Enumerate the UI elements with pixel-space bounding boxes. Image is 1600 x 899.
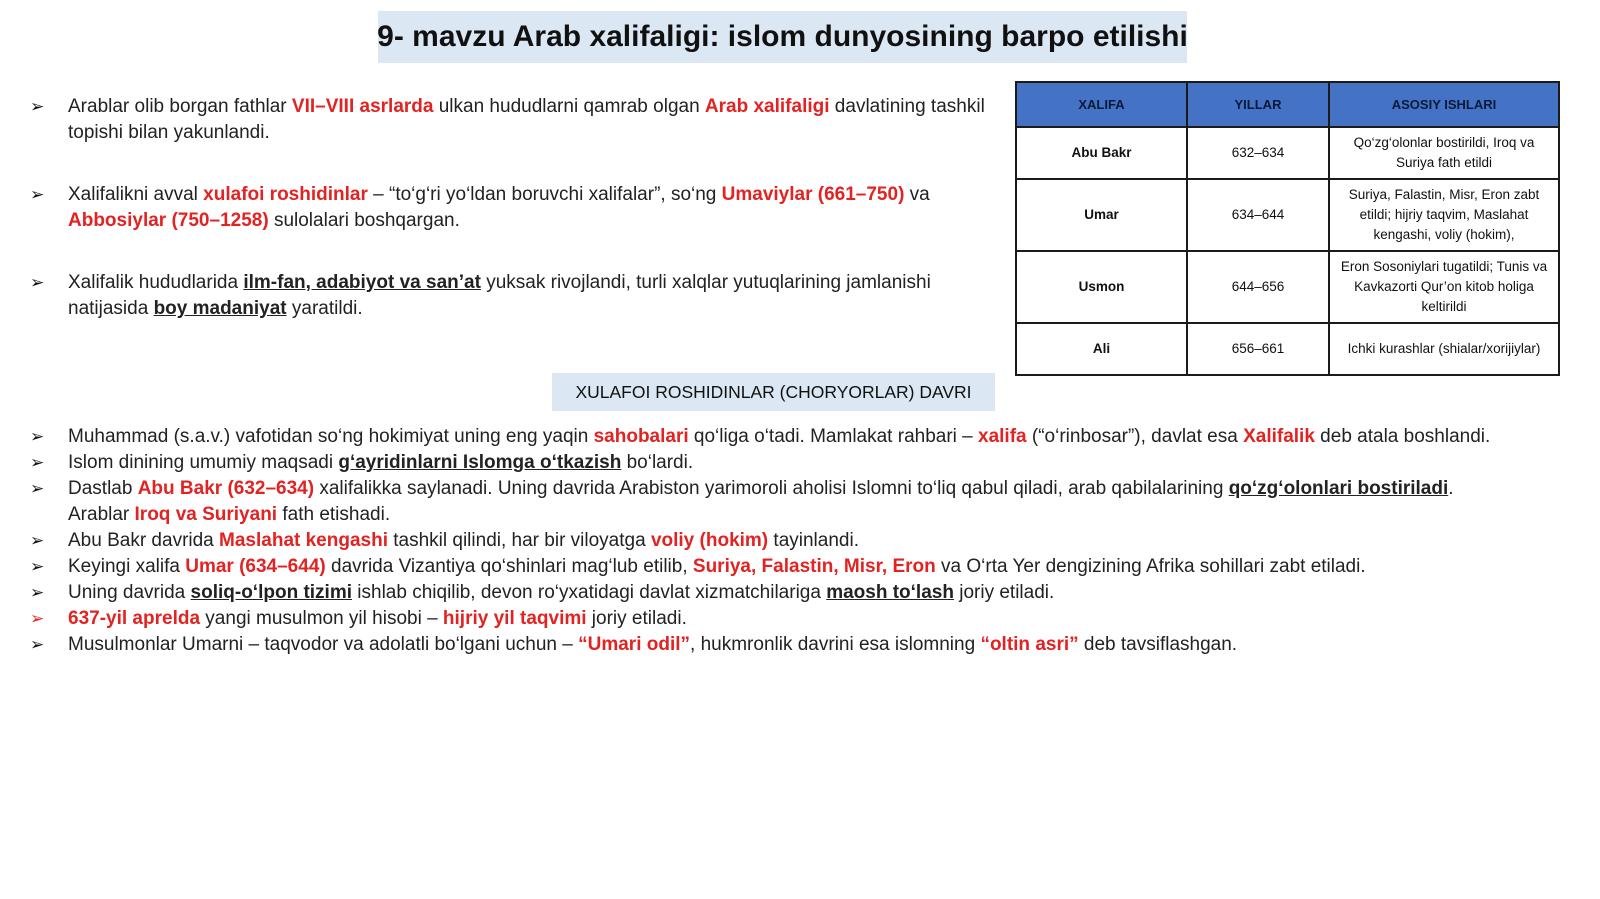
bullet-item bbox=[30, 580, 1518, 606]
highlight-text: Abbosiylar (750–1258) bbox=[68, 210, 269, 231]
highlight-text: sahobalari bbox=[593, 426, 689, 447]
column-header-yillar: YILLAR bbox=[1187, 82, 1329, 127]
bullet-item bbox=[30, 182, 988, 234]
bullet-item bbox=[30, 528, 1518, 554]
bullet-text: Islom dinining umumiy maqsadi bbox=[68, 452, 339, 473]
highlight-text: Umaviylar (661–750) bbox=[721, 184, 905, 205]
table-row bbox=[1016, 251, 1559, 323]
emphasis-text: soliq-o‘lpon tizimi bbox=[190, 582, 353, 603]
table-row bbox=[1016, 127, 1559, 179]
table-row bbox=[1016, 323, 1559, 375]
bullet-text: – “to‘g‘ri yo‘ldan boruvchi xalifalar”, so‘ng bbox=[367, 184, 722, 205]
highlight-text: Umar (634–644) bbox=[185, 556, 326, 577]
bullet-text: davrida Vizantiya qo‘shinlari mag‘lub etilib, bbox=[325, 556, 693, 577]
highlight-text: 637-yil aprelda bbox=[68, 608, 201, 629]
caliph-name: Usmon bbox=[1016, 251, 1187, 323]
bullet-text: Xalifalikni avval bbox=[68, 184, 204, 205]
bullet-item bbox=[30, 94, 988, 146]
bullet-item bbox=[30, 606, 1518, 632]
bullet-text: yaratildi. bbox=[286, 298, 363, 319]
bullet-item bbox=[30, 632, 1518, 658]
highlight-text: VII–VIII asrlarda bbox=[291, 96, 434, 117]
caliph-name: Umar bbox=[1016, 179, 1187, 251]
emphasis-text: g‘ayridinlarni Islomga o‘tkazish bbox=[338, 452, 622, 473]
emphasis-text: qo‘zg‘olonlari bostiriladi bbox=[1228, 478, 1449, 499]
bullet-text: (“o‘rinbosar”), davlat esa bbox=[1026, 426, 1244, 447]
highlight-text: Arab xalifaligi bbox=[704, 96, 830, 117]
caliph-works: Ichki kurashlar (shialar/xorijiylar) bbox=[1329, 323, 1559, 375]
bullet-text: deb atala boshlandi. bbox=[1314, 426, 1491, 447]
caliph-years: 634–644 bbox=[1187, 179, 1329, 251]
caliph-works: Qo‘zg‘olonlar bostirildi, Iroq va Suriya fath etildi bbox=[1329, 127, 1559, 179]
bullet-item bbox=[30, 450, 1518, 476]
arrow-bullet-icon: ➢ bbox=[30, 479, 45, 499]
bullet-item bbox=[30, 476, 1518, 528]
bullet-text: Musulmonlar Umarni – taqvodor va adolatli bo‘lgani uchun – bbox=[68, 634, 579, 655]
bullet-text: , hukmronlik davrini esa islomning bbox=[690, 634, 981, 655]
bullet-text: tashkil qilindi, har bir viloyatga bbox=[387, 530, 651, 551]
caliph-name: Ali bbox=[1016, 323, 1187, 375]
emphasis-text: maosh to‘lash bbox=[826, 582, 954, 603]
emphasis-text: boy madaniyat bbox=[153, 298, 287, 319]
highlight-text: voliy (hokim) bbox=[650, 530, 769, 551]
bullet-text: Muhammad (s.a.v.) vafotidan so‘ng hokimiyat uning eng yaqin bbox=[68, 426, 594, 447]
table-row bbox=[1016, 179, 1559, 251]
bullet-text: fath etishadi. bbox=[277, 504, 391, 525]
highlight-text: “oltin asri” bbox=[980, 634, 1079, 655]
arrow-bullet-icon: ➢ bbox=[30, 557, 45, 577]
highlight-text: Iroq va Suriyani bbox=[134, 504, 278, 525]
bullet-item bbox=[30, 270, 988, 322]
bullet-text: Arablar olib borgan fathlar bbox=[68, 96, 292, 117]
bullet-text: ishlab chiqilib, devon ro‘yxatidagi davlat xizmatchilariga bbox=[352, 582, 827, 603]
highlight-text: xalifa bbox=[978, 426, 1027, 447]
arrow-bullet-icon: ➢ bbox=[30, 185, 45, 205]
caliph-works: Suriya, Falastin, Misr, Eron zabt etildi; hijriy taqvim, Maslahat kengashi, voliy (hokim), bbox=[1329, 179, 1559, 251]
bullet-text: ulkan hududlarni qamrab olgan bbox=[433, 96, 705, 117]
caliph-years: 632–634 bbox=[1187, 127, 1329, 179]
caliph-works: Eron Sosoniylari tugatildi; Tunis va Kavkazorti Qur’on kitob holiga keltirildi bbox=[1329, 251, 1559, 323]
highlight-text: Suriya, Falastin, Misr, Eron bbox=[692, 556, 936, 577]
highlight-text: hijriy yil taqvimi bbox=[442, 608, 587, 629]
bullet-text: Uning davrida bbox=[68, 582, 191, 603]
bullet-text: Xalifalik hududlarida bbox=[68, 272, 244, 293]
arrow-bullet-icon: ➢ bbox=[30, 531, 45, 551]
bullet-text: joriy etiladi. bbox=[586, 608, 687, 629]
column-header-asosiy-ishlari: ASOSIY ISHLARI bbox=[1329, 82, 1559, 127]
highlight-text: Xalifalik bbox=[1243, 426, 1315, 447]
bullet-text: bo‘lardi. bbox=[621, 452, 694, 473]
bullet-text: Dastlab bbox=[68, 478, 138, 499]
bullet-text: yangi musulmon yil hisobi – bbox=[200, 608, 443, 629]
bullet-item bbox=[30, 424, 1518, 450]
arrow-bullet-icon: ➢ bbox=[30, 453, 45, 473]
bullet-text: tayinlandi. bbox=[768, 530, 859, 551]
bullet-text: deb tavsiflashgan. bbox=[1078, 634, 1238, 655]
section-subtitle: XULAFOI ROSHIDINLAR (CHORYORLAR) DAVRI bbox=[552, 373, 995, 411]
caliphs-table bbox=[1015, 81, 1560, 376]
bullet-item bbox=[30, 554, 1518, 580]
bullet-text: va bbox=[904, 184, 930, 205]
arrow-bullet-icon: ➢ bbox=[30, 273, 45, 293]
highlight-text: Abu Bakr (632–634) bbox=[137, 478, 315, 499]
bullet-text: qo‘liga o‘tadi. Mamlakat rahbari – bbox=[688, 426, 979, 447]
emphasis-text: ilm-fan, adabiyot va san’at bbox=[243, 272, 481, 293]
main-bullet-list bbox=[30, 424, 1518, 658]
bullet-text: xalifalikka saylanadi. Uning davrida Arabiston yarimoroli aholisi Islomni to‘liq qabul qiladi, arab qabilalarining bbox=[314, 478, 1229, 499]
page-title: 9- mavzu Arab xalifaligi: islom dunyosining barpo etilishi bbox=[378, 11, 1187, 63]
table-header-row bbox=[1016, 82, 1559, 127]
arrow-bullet-icon: ➢ bbox=[30, 97, 45, 117]
caliph-years: 644–656 bbox=[1187, 251, 1329, 323]
bullet-text: . Arablar bbox=[68, 478, 1454, 525]
highlight-text: “Umari odil” bbox=[578, 634, 691, 655]
bullet-text: Keyingi xalifa bbox=[68, 556, 186, 577]
bullet-text: joriy etiladi. bbox=[953, 582, 1055, 603]
highlight-text: Maslahat kengashi bbox=[219, 530, 388, 551]
caliph-name: Abu Bakr bbox=[1016, 127, 1187, 179]
arrow-bullet-icon: ➢ bbox=[30, 427, 45, 447]
caliph-years: 656–661 bbox=[1187, 323, 1329, 375]
bullet-text: va O‘rta Yer dengizining Afrika sohillari zabt etiladi. bbox=[935, 556, 1366, 577]
bullet-text: sulolalari boshqargan. bbox=[268, 210, 460, 231]
intro-bullet-list bbox=[30, 94, 988, 358]
arrow-bullet-icon: ➢ bbox=[30, 583, 45, 603]
highlight-text: xulafoi roshidinlar bbox=[203, 184, 368, 205]
bullet-text: yuksak rivojlandi, turli xalqlar yutuqlarining jamlanishi natijasida bbox=[68, 272, 931, 319]
bullet-text: davlatining tashkil topishi bilan yakunlandi. bbox=[68, 96, 985, 143]
column-header-xalifa: XALIFA bbox=[1016, 82, 1187, 127]
bullet-text: Abu Bakr davrida bbox=[68, 530, 220, 551]
arrow-bullet-icon: ➢ bbox=[30, 635, 45, 655]
arrow-bullet-icon: ➢ bbox=[30, 609, 45, 629]
